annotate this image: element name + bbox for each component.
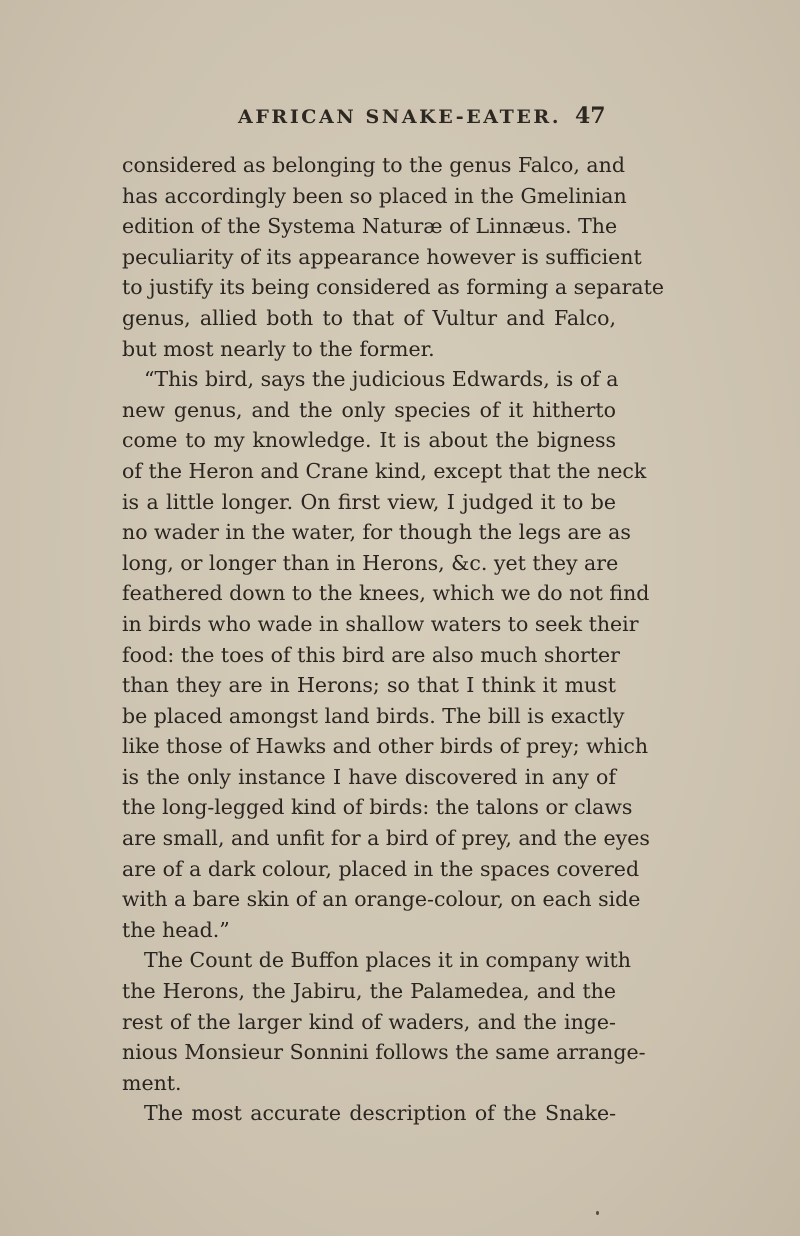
text-line: like those of Hawks and other birds of prey; which (122, 734, 649, 759)
text-line: edition of the Systema Naturæ of Linnæus. The (122, 214, 618, 239)
paper-speck (596, 1211, 599, 1215)
text-line: is the only instance I have discovered in any of (122, 764, 616, 789)
text-line: are small, and unfit for a bird of prey, and the eyes (122, 826, 650, 851)
running-title: AFRICAN SNAKE-EATER. (238, 106, 562, 128)
text-line: be placed amongst land birds. The bill is exactly (122, 703, 625, 728)
text-line: no wader in the water, for though the legs are as (122, 520, 631, 545)
text-line: ment. (122, 1070, 182, 1095)
text-line: food: the toes of this bird are also much shorter (122, 642, 620, 667)
text-line: considered as belonging to the genus Falco, and (122, 153, 625, 177)
text-line: come to my knowledge. It is about the bigness (122, 428, 616, 453)
text-line: the head.” (122, 917, 230, 942)
text-line: in birds who wade in shallow waters to seek their (122, 611, 639, 636)
text-line: peculiarity of its appearance however is sufficient (122, 244, 642, 269)
text-line: has accordingly been so placed in the Gmelinian (122, 183, 627, 208)
text-line: is a little longer. On first view, I judged it to be (122, 489, 616, 514)
text-line: with a bare skin of an orange-colour, on each side (122, 887, 641, 912)
text-line: but most nearly to the former. (122, 336, 435, 361)
text-line: than they are in Herons; so that I think it must (122, 673, 616, 698)
text-line: nious Monsieur Sonnini follows the same arrange- (122, 1040, 646, 1065)
text-line: feathered down to the knees, which we do not find (122, 581, 650, 606)
text-line: long, or longer than in Herons, &c. yet they are (122, 550, 619, 575)
running-head (120, 103, 620, 146)
text-line: genus, allied both to that of Vultur and Falco, (122, 305, 616, 330)
text-line: are of a dark colour, placed in the spaces covered (122, 856, 640, 881)
text-line: “This bird, says the judicious Edwards, is of a (144, 367, 619, 392)
text-line: The Count de Buffon places it in company with (144, 948, 631, 973)
text-line: the Herons, the Jabiru, the Palamedea, and the (122, 979, 616, 1004)
text-line: to justify its being considered as forming a separate (122, 275, 665, 300)
text-line: The most accurate description of the Snake- (144, 1101, 616, 1126)
text-line: of the Heron and Crane kind, except that the neck (122, 458, 647, 483)
text-line: the long-legged kind of birds: the talons or claws (122, 795, 633, 820)
page-number: 47 (575, 103, 606, 129)
body-text (122, 150, 665, 1129)
text-line: new genus, and the only species of it hitherto (122, 397, 616, 422)
text-line: rest of the larger kind of waders, and the inge- (122, 1009, 616, 1034)
